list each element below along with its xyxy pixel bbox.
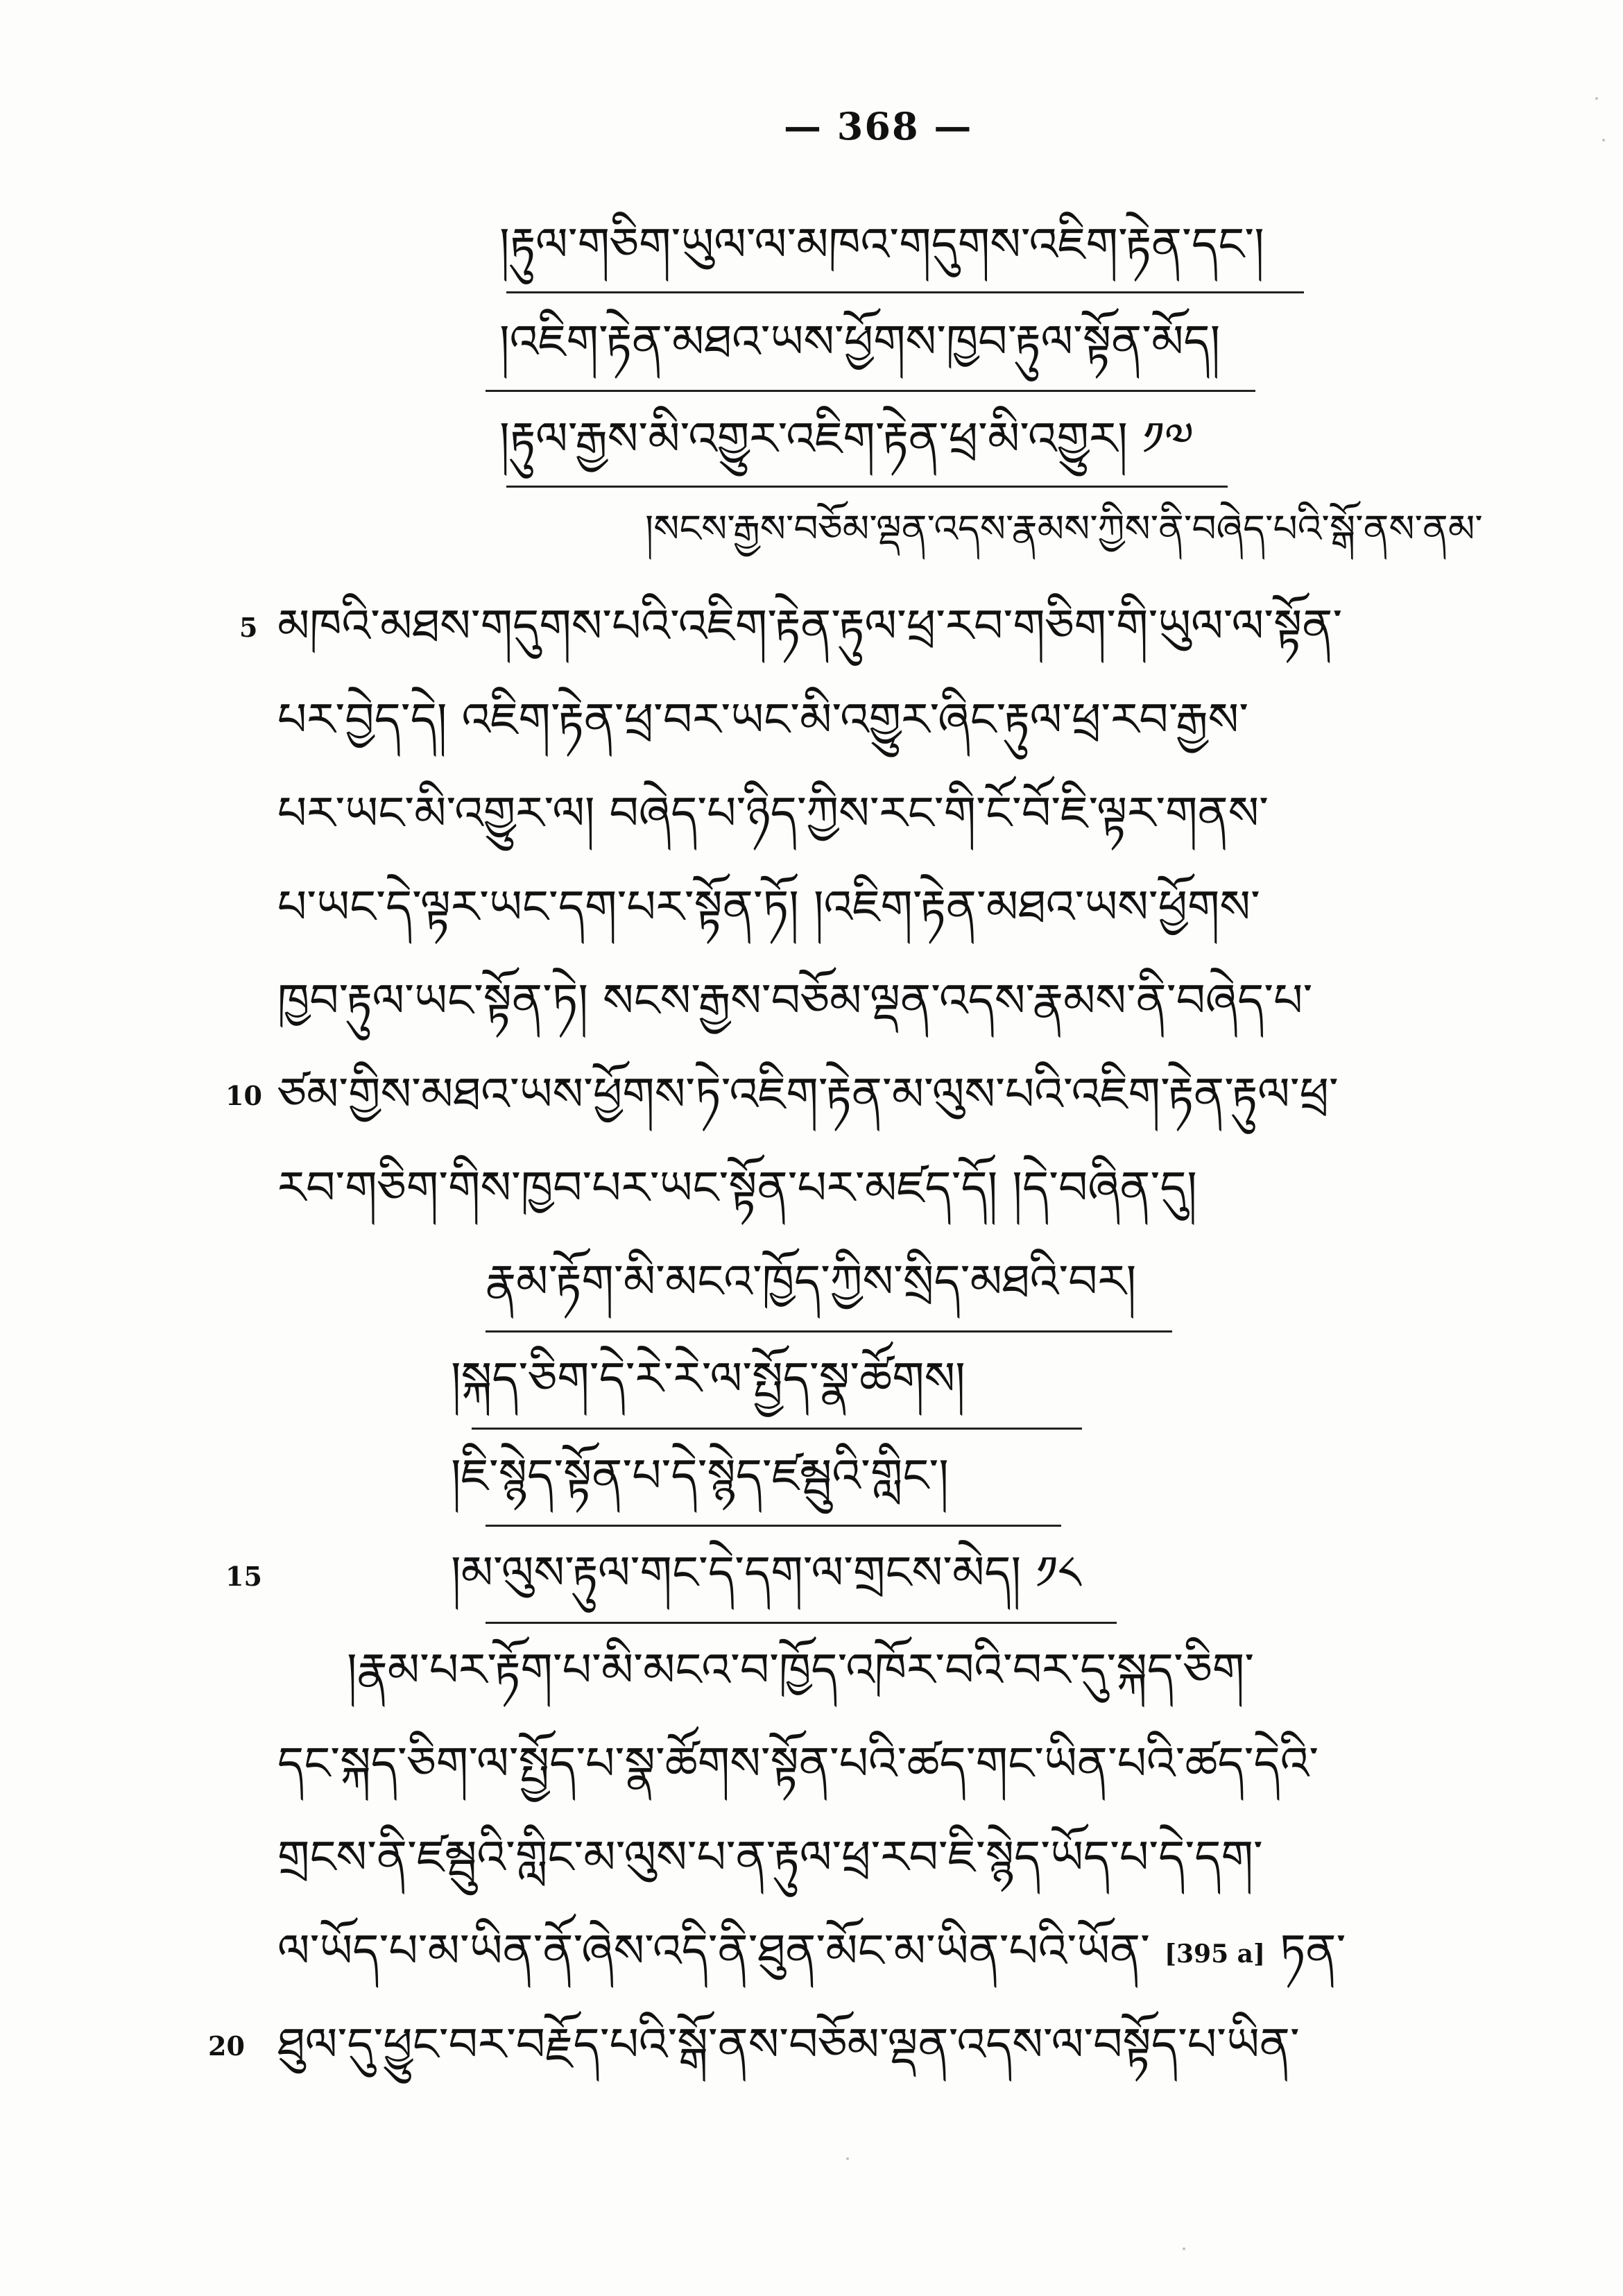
prose-line: རབ་གཅིག་གིས་ཁྱབ་པར་ཡང་སྟོན་པར་མཛད་དོ། །དེ་བཞིན་དུ། bbox=[277, 1161, 1197, 1215]
prose-line: །སངས་རྒྱས་བཅོམ་ལྡན་འདས་རྣམས་ཀྱིས་ནི་བཞེད་པའི་སྒོ་ནས་ནམ་ bbox=[645, 506, 1483, 551]
prose-line: དང་སྐད་ཅིག་ལ་སྤྱོད་པ་སྣ་ཚོགས་སྟོན་པའི་ཚད་གང་ཡིན་པའི་ཚད་དེའི་ bbox=[277, 1737, 1319, 1790]
line-number: 10 bbox=[225, 1080, 262, 1111]
verse-underline bbox=[506, 291, 1304, 293]
verse-line: །མ་ལུས་རྟུལ་གང་དེ་དག་ལ་གྲངས་མེད། ༡༨ bbox=[451, 1546, 1081, 1600]
verse-line: །འཇིག་རྟེན་མཐའ་ཡས་ཕྱོགས་ཁྱབ་རྟུལ་སྟོན་མོད། bbox=[499, 315, 1221, 368]
prose-line: པ་ཡང་དེ་ལྟར་ཡང་དག་པར་སྟོན་ཏོ། །འཇིག་རྟེན་མཐའ་ཡས་ཕྱོགས་ bbox=[277, 880, 1260, 934]
verse-line: །སྐད་ཅིག་དེ་རེ་རེ་ལ་སྤྱོད་སྣ་ཚོགས། bbox=[451, 1352, 965, 1405]
prose-line: ཁྱབ་རྟུལ་ཡང་སྟོན་ཏེ། སངས་རྒྱས་བཅོམ་ལྡན་འདས་རྣམས་ནི་བཞེད་པ་ bbox=[277, 974, 1313, 1027]
prose-line: པར་ཡང་མི་འགྱུར་ལ། བཞེད་པ་ཉིད་ཀྱིས་རང་གི་ངོ་བོ་ཇི་ལྟར་གནས་ bbox=[277, 787, 1269, 840]
prose-line: མཁའི་མཐས་གདུགས་པའི་འཇིག་རྟེན་རྟུལ་ཕྲ་རབ་གཅིག་གི་ཡུལ་ལ་སྟོན་ bbox=[277, 599, 1343, 653]
scan-speck bbox=[1602, 139, 1605, 142]
line-number: 20 bbox=[208, 2030, 245, 2062]
verse-line: །ཇི་སྙེད་སྟོན་པ་དེ་སྙེད་ཛམྦུའི་གླིང་། bbox=[451, 1449, 949, 1502]
prose-text: ཏན་ bbox=[1280, 1924, 1346, 1978]
prose-line bbox=[277, 1924, 1346, 1978]
verse-underline bbox=[486, 1525, 1061, 1527]
prose-line: ཙམ་གྱིས་མཐའ་ཡས་ཕྱོགས་ཏེ་འཇིག་རྟེན་མ་ལུས་པའི་འཇིག་རྟེན་རྟུལ་ཕྲ་ bbox=[277, 1068, 1339, 1121]
prose-line: གྲངས་ནི་ཛམྦུའི་གླིང་མ་ལུས་པ་ན་རྟུལ་ཕྲ་རབ་ཇི་སྙེད་ཡོད་པ་དེ་དག་ bbox=[277, 1831, 1263, 1884]
prose-line: ཐུལ་དུ་ཕྱུང་བར་བརྗོད་པའི་སྒོ་ནས་བཅོམ་ལྡན་འདས་ལ་བསྟོད་པ་ཡིན་ bbox=[277, 2018, 1300, 2071]
folio-reference: [395 a] bbox=[1164, 1939, 1266, 1969]
prose-line: །རྣམ་པར་རྟོག་པ་མི་མངའ་བ་ཁྱོད་འཁོར་བའི་བར་དུ་སྐད་ཅིག་ bbox=[347, 1643, 1255, 1697]
verse-line: རྣམ་རྟོག་མི་མངའ་ཁྱོད་ཀྱིས་སྲིད་མཐའི་བར། bbox=[486, 1255, 1137, 1308]
verse-underline bbox=[472, 1428, 1082, 1430]
scan-speck bbox=[1183, 2247, 1185, 2250]
prose-line: པར་བྱེད་དེ། འཇིག་རྟེན་ཕྲ་བར་ཡང་མི་འགྱུར་ཞིང་རྟུལ་ཕྲ་རབ་རྒྱས་ bbox=[277, 693, 1249, 746]
line-number: 5 bbox=[239, 612, 258, 643]
line-number: 15 bbox=[225, 1561, 262, 1592]
verse-underline bbox=[486, 1330, 1172, 1333]
verse-underline bbox=[486, 1622, 1117, 1624]
verse-line: །རྟུལ་རྒྱས་མི་འགྱུར་འཇིག་རྟེན་ཕྲ་མི་འགྱུར། ༡༧ bbox=[499, 412, 1194, 465]
verse-line: །རྟུལ་གཅིག་ཡུལ་ལ་མཁའ་གདུགས་འཇིག་རྟེན་དང་། bbox=[499, 218, 1264, 271]
prose-text: ལ་ཡོད་པ་མ་ཡིན་ནོ་ཞེས་འདི་ནི་ཐུན་མོང་མ་ཡིན་པའི་ཡོན་ bbox=[277, 1924, 1150, 1978]
scan-speck bbox=[1595, 97, 1598, 100]
verse-underline bbox=[486, 390, 1255, 392]
verse-underline bbox=[506, 486, 1228, 488]
page-number: — 368 — bbox=[784, 104, 973, 148]
scan-speck bbox=[846, 2157, 849, 2160]
